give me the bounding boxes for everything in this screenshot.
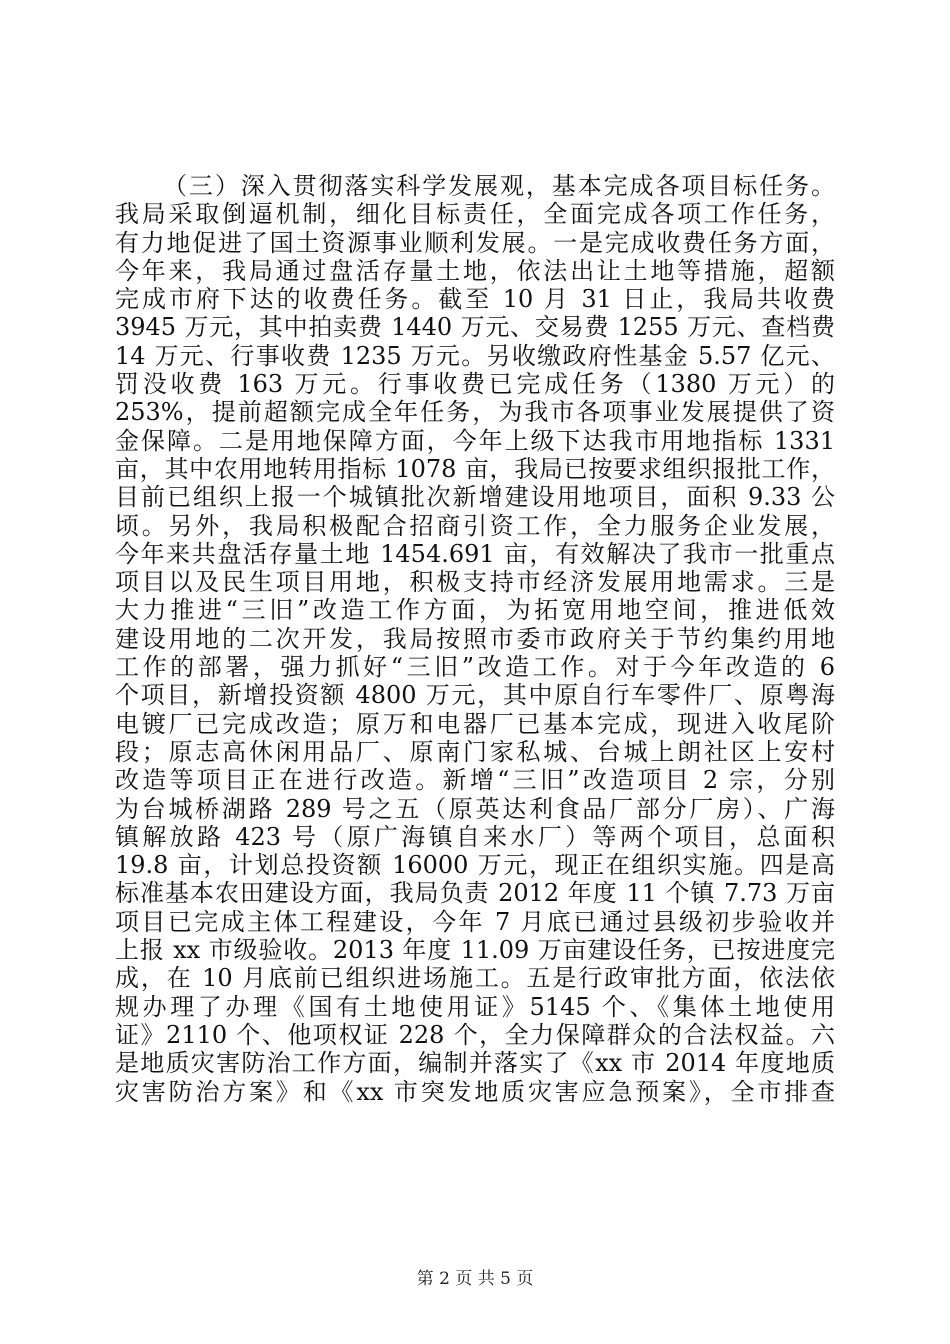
text-line: 14 万元、行事收费 1235 万元。另收缴政府性基金 5.57 亿元、 [115,341,835,370]
text-line: 顷。另外，我局积极配合招商引资工作，全力服务企业发展， [115,511,835,540]
text-line: 镇解放路 423 号（原广海镇自来水厂）等两个项目，总面积 [115,822,835,851]
page-number-footer: 第 2 页 共 5 页 [416,1269,534,1289]
text-line: 证》2110 个、他项权证 228 个，全力保障群众的合法权益。六 [115,1020,835,1049]
text-line: 工作的部署，强力抓好“三旧”改造工作。对于今年改造的 6 [115,653,835,682]
text-line: 3945 万元，其中拍卖费 1440 万元、交易费 1255 万元、查档费 [115,313,835,342]
text-line: 建设用地的二次开发，我局按照市委市政府关于节约集约用地 [115,624,835,653]
text-line: 我局采取倒逼机制，细化目标责任，全面完成各项工作任务， [115,200,835,229]
text-line: 今年来，我局通过盘活存量土地，依法出让土地等措施，超额 [115,256,835,285]
body-paragraph [115,172,835,1106]
text-line: 改造等项目正在进行改造。新增“三旧”改造项目 2 宗，分别 [115,766,835,795]
text-line: 标准基本农田建设方面，我局负责 2012 年度 11 个镇 7.73 万亩 [115,879,835,908]
text-line: 亩，其中农用地转用指标 1078 亩，我局已按要求组织报批工作， [115,454,835,483]
text-line: 完成市府下达的收费任务。截至 10 月 31 日止，我局共收费 [115,285,835,314]
text-line: 项目以及民生项目用地，积极支持市经济发展用地需求。三是 [115,568,835,597]
text-line: 目前已组织上报一个城镇批次新增建设用地项目，面积 9.33 公 [115,483,835,512]
text-line: 是地质灾害防治工作方面，编制并落实了《xx 市 2014 年度地质 [115,1049,835,1078]
text-line: 今年来共盘活存量土地 1454.691 亩，有效解决了我市一批重点 [115,539,835,568]
text-line: 上报 xx 市级验收。2013 年度 11.09 万亩建设任务，已按进度完 [115,936,835,965]
text-line: 规办理了办理《国有土地使用证》5145 个、《集体土地使用 [115,992,835,1021]
text-line: 为台城桥湖路 289 号之五（原英达利食品厂部分厂房）、广海 [115,794,835,823]
text-line: 罚没收费 163 万元。行事收费已完成任务（1380 万元）的 [115,370,835,399]
text-line: 段；原志高休闲用品厂、原南门家私城、台城上朗社区上安村 [115,737,835,766]
text-line: （三）深入贯彻落实科学发展观，基本完成各项目标任务。 [163,172,835,200]
text-line: 成，在 10 月底前已组织进场施工。五是行政审批方面，依法依 [115,964,835,993]
text-line: 253%，提前超额完成全年任务，为我市各项事业发展提供了资 [115,398,835,427]
text-line: 有力地促进了国土资源事业顺利发展。一是完成收费任务方面， [115,228,835,257]
text-line: 大力推进“三旧”改造工作方面，为拓宽用地空间，推进低效 [115,596,835,625]
text-line: 电镀厂已完成改造；原万和电器厂已基本完成，现进入收尾阶 [115,709,835,738]
text-line: 个项目，新增投资额 4800 万元，其中原自行车零件厂、原粤海 [115,681,835,710]
text-line: 项目已完成主体工程建设，今年 7 月底已通过县级初步验收并 [115,907,835,936]
text-line: 19.8 亩，计划总投资额 16000 万元，现正在组织实施。四是高 [115,851,835,880]
text-line: 金保障。二是用地保障方面，今年上级下达我市用地指标 1331 [115,426,835,455]
text-line: 灾害防治方案》和《xx 市突发地质灾害应急预案》，全市排查 [115,1077,835,1106]
